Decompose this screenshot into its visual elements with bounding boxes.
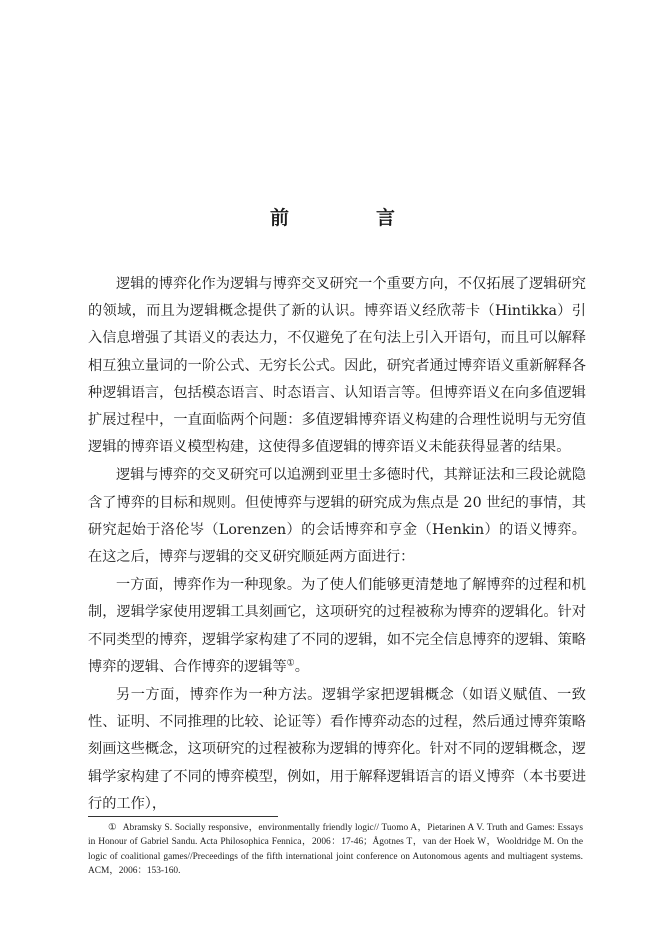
paragraph-3 xyxy=(88,572,586,681)
body-text xyxy=(88,271,586,818)
page-title: 前 言 xyxy=(269,207,429,229)
footnote-divider xyxy=(88,816,278,817)
paragraph-1: 逻辑的博弈化作为逻辑与博弈交叉研究一个重要方向，不仅拓展了逻辑研究的领域，而且为逻辑概念提供了新的认识。博弈语义经欣蒂卡（Hintikka）引入信息增强了其语义的表达力，不仅避免了在句法上引入开语句，而且可以解释相互独立量词的一阶公式、无穷长公式。因此，研究者通过博弈语义重新解释各种逻辑语言，包括模态语言、时态语言、认知语言等。但博弈语义在向多值逻辑扩展过程中，一直面临两个问题：多值逻辑博弈语义构建的合理性说明与无穷值逻辑的博弈语义模型构建，这使得多值逻辑的博弈语义未能获得显著的结果。 xyxy=(88,276,586,456)
footnote-reference[interactable]: ① xyxy=(286,658,295,669)
paragraph-2: 逻辑与博弈的交叉研究可以追溯到亚里士多德时代，其辩证法和三段论就隐含了博弈的目标和规则。但使博弈与逻辑的研究成为焦点是 20 世纪的事情，其研究起始于洛伦岑（Lorenzen）的会话博弈和亨金（Henkin）的语义博弈。在这之后，博弈与逻辑的交叉研究顺延两方面进行： xyxy=(88,467,586,566)
footnote-number: ① xyxy=(108,823,117,833)
paragraph-3-end: 。 xyxy=(294,658,309,675)
paragraph-4: 另一方面，博弈作为一种方法。逻辑学家把逻辑概念（如语义赋值、一致性、证明、不同推理的比较、论证等）看作博弈动态的过程，然后通过博弈策略刻画这些概念，这项研究的过程被称为逻辑的博弈化。针对不同的逻辑概念，逻辑学家构建了不同的博弈模型，例如，用于解释逻辑语言的语义博弈（本书要进行的工作）， xyxy=(88,687,586,812)
footnote-text: Abramsky S. Socially responsive，environmentally friendly logic// Tuomo A，Pietarinen A V. Truth and Games: Essays in Honour of Gabriel Sandu. Acta Philosophica Fennica，2006：17-46；Ågotnes T，van der Hoek W，Wooldridge M. On the logic of coalitional games//Preceedings of the fifth international joint conference on Autonomous agents and multiagent systems. ACM，2006：153-160. xyxy=(88,823,584,876)
footnote xyxy=(88,821,583,878)
paragraph-3-text: 一方面，博弈作为一种现象。为了使人们能够更清楚地了解博弈的过程和机制，逻辑学家使用逻辑工具刻画它，这项研究的过程被称为博弈的逻辑化。针对不同类型的博弈，逻辑学家构建了不同的逻辑，如不完全信息博弈的逻辑、策略博弈的逻辑、合作博弈的逻辑等 xyxy=(88,577,586,675)
